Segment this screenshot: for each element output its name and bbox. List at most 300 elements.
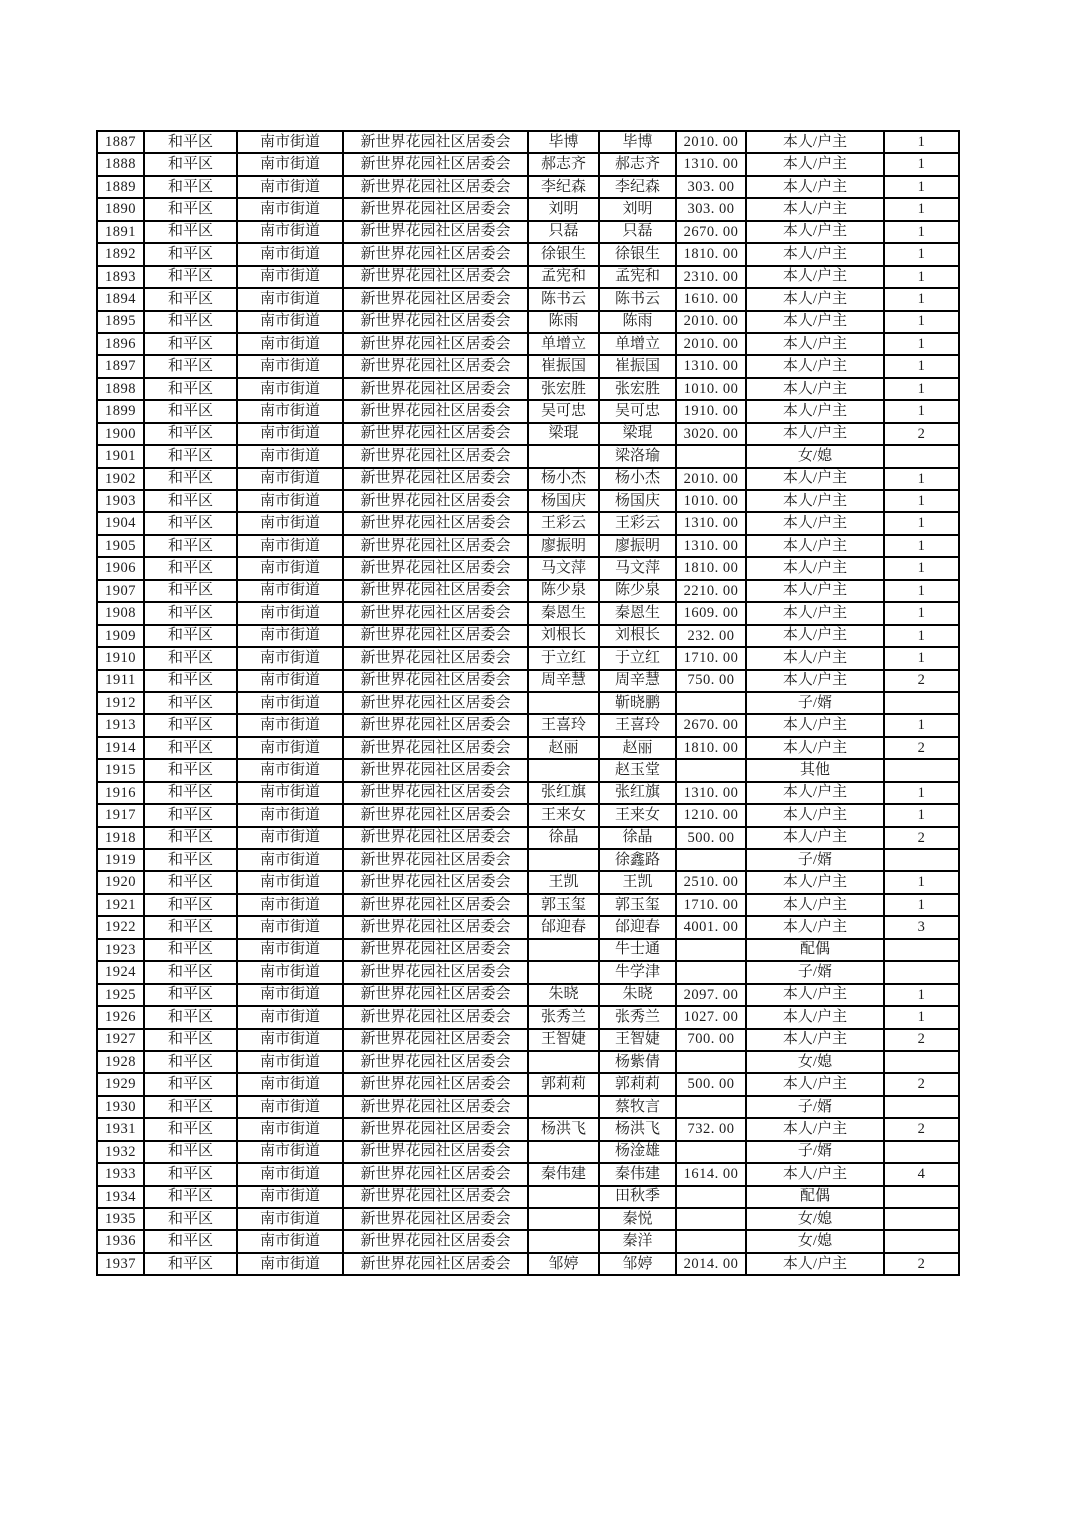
table-row — [97, 176, 959, 198]
cell-relation: 本人/户主 — [746, 355, 884, 377]
cell-name-member: 徐晶 — [599, 827, 676, 849]
cell-row-id: 1917 — [97, 804, 144, 826]
cell-row-id: 1911 — [97, 670, 144, 692]
cell-name-primary: 朱晓 — [528, 984, 599, 1006]
cell-committee: 新世界花园社区居委会 — [343, 445, 528, 467]
cell-district: 和平区 — [144, 423, 237, 445]
cell-name-member: 陈雨 — [599, 311, 676, 333]
cell-district: 和平区 — [144, 602, 237, 624]
cell-street: 南市街道 — [237, 535, 343, 557]
cell-row-id: 1926 — [97, 1006, 144, 1028]
cell-amount: 1010. 00 — [676, 490, 746, 512]
table-row — [97, 355, 959, 377]
table-row — [97, 916, 959, 938]
cell-amount: 1609. 00 — [676, 602, 746, 624]
cell-row-id: 1900 — [97, 423, 144, 445]
cell-amount: 2010. 00 — [676, 333, 746, 355]
cell-row-id: 1898 — [97, 378, 144, 400]
cell-name-member: 王彩云 — [599, 512, 676, 534]
cell-amount — [676, 849, 746, 871]
cell-name-member: 徐鑫路 — [599, 849, 676, 871]
table-row — [97, 580, 959, 602]
cell-committee: 新世界花园社区居委会 — [343, 1163, 528, 1185]
cell-street: 南市街道 — [237, 1163, 343, 1185]
cell-committee: 新世界花园社区居委会 — [343, 490, 528, 512]
cell-committee: 新世界花园社区居委会 — [343, 647, 528, 669]
cell-street: 南市街道 — [237, 692, 343, 714]
cell-amount: 500. 00 — [676, 1073, 746, 1095]
cell-relation: 本人/户主 — [746, 243, 884, 265]
cell-row-id: 1907 — [97, 580, 144, 602]
cell-amount: 4001. 00 — [676, 916, 746, 938]
cell-street: 南市街道 — [237, 1208, 343, 1230]
cell-relation: 子/婿 — [746, 692, 884, 714]
table-row — [97, 670, 959, 692]
cell-street: 南市街道 — [237, 176, 343, 198]
cell-name-primary: 秦恩生 — [528, 602, 599, 624]
cell-amount: 2010. 00 — [676, 468, 746, 490]
cell-name-primary: 王来女 — [528, 804, 599, 826]
resident-subsidy-table — [96, 130, 960, 1276]
table-row — [97, 1118, 959, 1140]
cell-committee: 新世界花园社区居委会 — [343, 602, 528, 624]
cell-committee: 新世界花园社区居委会 — [343, 468, 528, 490]
cell-amount: 1710. 00 — [676, 647, 746, 669]
table-row — [97, 333, 959, 355]
cell-district: 和平区 — [144, 580, 237, 602]
cell-committee: 新世界花园社区居委会 — [343, 737, 528, 759]
table-row — [97, 1006, 959, 1028]
cell-street: 南市街道 — [237, 266, 343, 288]
table-row — [97, 512, 959, 534]
cell-committee: 新世界花园社区居委会 — [343, 176, 528, 198]
cell-row-id: 1915 — [97, 759, 144, 781]
cell-district: 和平区 — [144, 1073, 237, 1095]
cell-count: 1 — [884, 221, 959, 243]
cell-name-primary: 王彩云 — [528, 512, 599, 534]
cell-count — [884, 1096, 959, 1118]
cell-name-member: 杨洪飞 — [599, 1118, 676, 1140]
cell-count: 1 — [884, 243, 959, 265]
cell-relation: 女/媳 — [746, 1051, 884, 1073]
cell-committee: 新世界花园社区居委会 — [343, 131, 528, 153]
cell-name-primary: 邰迎春 — [528, 916, 599, 938]
cell-relation: 本人/户主 — [746, 1073, 884, 1095]
cell-committee: 新世界花园社区居委会 — [343, 692, 528, 714]
cell-name-member: 牛学津 — [599, 961, 676, 983]
cell-street: 南市街道 — [237, 1118, 343, 1140]
cell-count: 1 — [884, 311, 959, 333]
cell-name-member: 赵玉堂 — [599, 759, 676, 781]
cell-committee: 新世界花园社区居委会 — [343, 580, 528, 602]
cell-name-primary — [528, 1230, 599, 1252]
cell-count: 2 — [884, 670, 959, 692]
cell-relation: 本人/户主 — [746, 737, 884, 759]
cell-name-member: 田秋季 — [599, 1186, 676, 1208]
cell-row-id: 1923 — [97, 939, 144, 961]
cell-row-id: 1927 — [97, 1029, 144, 1051]
cell-name-primary — [528, 1186, 599, 1208]
cell-street: 南市街道 — [237, 670, 343, 692]
cell-district: 和平区 — [144, 1006, 237, 1028]
cell-committee: 新世界花园社区居委会 — [343, 243, 528, 265]
cell-amount: 2010. 00 — [676, 131, 746, 153]
cell-count: 1 — [884, 198, 959, 220]
cell-count: 1 — [884, 535, 959, 557]
cell-name-member: 张红旗 — [599, 782, 676, 804]
cell-row-id: 1893 — [97, 266, 144, 288]
cell-relation: 子/婿 — [746, 1096, 884, 1118]
cell-relation: 本人/户主 — [746, 400, 884, 422]
table-row — [97, 1230, 959, 1252]
cell-count: 1 — [884, 512, 959, 534]
cell-amount — [676, 1186, 746, 1208]
cell-committee: 新世界花园社区居委会 — [343, 1118, 528, 1140]
cell-amount: 1310. 00 — [676, 535, 746, 557]
cell-name-primary: 吴可忠 — [528, 400, 599, 422]
cell-row-id: 1906 — [97, 557, 144, 579]
cell-district: 和平区 — [144, 221, 237, 243]
cell-committee: 新世界花园社区居委会 — [343, 804, 528, 826]
cell-row-id: 1932 — [97, 1141, 144, 1163]
table-row — [97, 1208, 959, 1230]
table-row — [97, 288, 959, 310]
cell-name-member: 孟宪和 — [599, 266, 676, 288]
cell-district: 和平区 — [144, 849, 237, 871]
table-row — [97, 1141, 959, 1163]
cell-amount: 1027. 00 — [676, 1006, 746, 1028]
cell-amount — [676, 1141, 746, 1163]
cell-street: 南市街道 — [237, 849, 343, 871]
cell-relation: 本人/户主 — [746, 535, 884, 557]
cell-row-id: 1897 — [97, 355, 144, 377]
cell-relation: 本人/户主 — [746, 378, 884, 400]
cell-row-id: 1916 — [97, 782, 144, 804]
cell-relation: 本人/户主 — [746, 1118, 884, 1140]
cell-committee: 新世界花园社区居委会 — [343, 827, 528, 849]
cell-committee: 新世界花园社区居委会 — [343, 355, 528, 377]
cell-count — [884, 759, 959, 781]
cell-name-member: 毕博 — [599, 131, 676, 153]
cell-row-id: 1902 — [97, 468, 144, 490]
cell-committee: 新世界花园社区居委会 — [343, 759, 528, 781]
table-row — [97, 400, 959, 422]
cell-committee: 新世界花园社区居委会 — [343, 670, 528, 692]
cell-district: 和平区 — [144, 804, 237, 826]
cell-name-member: 靳晓鹏 — [599, 692, 676, 714]
cell-count: 2 — [884, 423, 959, 445]
cell-name-member: 崔振国 — [599, 355, 676, 377]
cell-committee: 新世界花园社区居委会 — [343, 1230, 528, 1252]
cell-district: 和平区 — [144, 871, 237, 893]
cell-name-member: 张秀兰 — [599, 1006, 676, 1028]
cell-committee: 新世界花园社区居委会 — [343, 625, 528, 647]
table-row — [97, 198, 959, 220]
cell-amount: 1610. 00 — [676, 288, 746, 310]
cell-committee: 新世界花园社区居委会 — [343, 1029, 528, 1051]
cell-name-primary: 王凯 — [528, 871, 599, 893]
cell-name-member: 杨国庆 — [599, 490, 676, 512]
cell-row-id: 1919 — [97, 849, 144, 871]
cell-count: 2 — [884, 1118, 959, 1140]
cell-street: 南市街道 — [237, 1096, 343, 1118]
cell-district: 和平区 — [144, 311, 237, 333]
cell-row-id: 1922 — [97, 916, 144, 938]
cell-relation: 本人/户主 — [746, 490, 884, 512]
cell-count: 2 — [884, 1029, 959, 1051]
cell-street: 南市街道 — [237, 557, 343, 579]
cell-count: 1 — [884, 714, 959, 736]
cell-name-primary — [528, 939, 599, 961]
cell-committee: 新世界花园社区居委会 — [343, 266, 528, 288]
cell-amount: 1310. 00 — [676, 782, 746, 804]
cell-district: 和平区 — [144, 939, 237, 961]
cell-amount: 1210. 00 — [676, 804, 746, 826]
cell-street: 南市街道 — [237, 1186, 343, 1208]
cell-name-member: 刘根长 — [599, 625, 676, 647]
cell-district: 和平区 — [144, 243, 237, 265]
table-row — [97, 759, 959, 781]
cell-row-id: 1887 — [97, 131, 144, 153]
cell-relation: 本人/户主 — [746, 1029, 884, 1051]
cell-amount — [676, 961, 746, 983]
table-row — [97, 490, 959, 512]
table-row — [97, 221, 959, 243]
cell-name-primary — [528, 692, 599, 714]
cell-name-primary: 杨国庆 — [528, 490, 599, 512]
cell-name-primary: 杨洪飞 — [528, 1118, 599, 1140]
table-row — [97, 1096, 959, 1118]
cell-street: 南市街道 — [237, 871, 343, 893]
cell-committee: 新世界花园社区居委会 — [343, 1208, 528, 1230]
cell-street: 南市街道 — [237, 1073, 343, 1095]
cell-name-member: 杨紫倩 — [599, 1051, 676, 1073]
cell-street: 南市街道 — [237, 512, 343, 534]
cell-relation: 本人/户主 — [746, 894, 884, 916]
cell-committee: 新世界花园社区居委会 — [343, 311, 528, 333]
cell-row-id: 1935 — [97, 1208, 144, 1230]
cell-name-member: 牛士通 — [599, 939, 676, 961]
cell-district: 和平区 — [144, 378, 237, 400]
cell-street: 南市街道 — [237, 580, 343, 602]
cell-relation: 本人/户主 — [746, 916, 884, 938]
cell-relation: 本人/户主 — [746, 153, 884, 175]
cell-district: 和平区 — [144, 266, 237, 288]
cell-amount: 1710. 00 — [676, 894, 746, 916]
cell-committee: 新世界花园社区居委会 — [343, 535, 528, 557]
cell-count: 1 — [884, 490, 959, 512]
cell-committee: 新世界花园社区居委会 — [343, 198, 528, 220]
cell-row-id: 1920 — [97, 871, 144, 893]
cell-row-id: 1901 — [97, 445, 144, 467]
cell-name-member: 杨小杰 — [599, 468, 676, 490]
cell-committee: 新世界花园社区居委会 — [343, 1141, 528, 1163]
table-row — [97, 1051, 959, 1073]
table-row — [97, 827, 959, 849]
cell-relation: 本人/户主 — [746, 468, 884, 490]
cell-name-member: 陈少泉 — [599, 580, 676, 602]
table-row — [97, 468, 959, 490]
cell-amount: 232. 00 — [676, 625, 746, 647]
cell-amount: 1010. 00 — [676, 378, 746, 400]
cell-name-member: 梁洛瑜 — [599, 445, 676, 467]
cell-street: 南市街道 — [237, 288, 343, 310]
cell-amount: 1810. 00 — [676, 243, 746, 265]
cell-count: 1 — [884, 288, 959, 310]
cell-amount — [676, 692, 746, 714]
cell-street: 南市街道 — [237, 804, 343, 826]
cell-row-id: 1892 — [97, 243, 144, 265]
cell-name-primary — [528, 1096, 599, 1118]
cell-amount: 1810. 00 — [676, 557, 746, 579]
cell-name-member: 张宏胜 — [599, 378, 676, 400]
table-row — [97, 1163, 959, 1185]
cell-name-member: 马文萍 — [599, 557, 676, 579]
cell-district: 和平区 — [144, 557, 237, 579]
cell-committee: 新世界花园社区居委会 — [343, 1186, 528, 1208]
cell-name-primary — [528, 1141, 599, 1163]
cell-relation: 其他 — [746, 759, 884, 781]
cell-name-primary: 王喜玲 — [528, 714, 599, 736]
cell-street: 南市街道 — [237, 490, 343, 512]
cell-amount: 1810. 00 — [676, 737, 746, 759]
cell-name-primary — [528, 961, 599, 983]
cell-row-id: 1934 — [97, 1186, 144, 1208]
cell-relation: 本人/户主 — [746, 512, 884, 534]
cell-count: 1 — [884, 782, 959, 804]
cell-row-id: 1895 — [97, 311, 144, 333]
cell-name-member: 王凯 — [599, 871, 676, 893]
cell-committee: 新世界花园社区居委会 — [343, 1051, 528, 1073]
cell-street: 南市街道 — [237, 1051, 343, 1073]
cell-amount: 1910. 00 — [676, 400, 746, 422]
table-row — [97, 692, 959, 714]
cell-count: 2 — [884, 1253, 959, 1275]
cell-count: 2 — [884, 737, 959, 759]
table-row — [97, 737, 959, 759]
cell-amount: 2310. 00 — [676, 266, 746, 288]
cell-amount: 750. 00 — [676, 670, 746, 692]
cell-amount: 3020. 00 — [676, 423, 746, 445]
cell-name-member: 秦伟建 — [599, 1163, 676, 1185]
cell-name-primary: 张宏胜 — [528, 378, 599, 400]
cell-district: 和平区 — [144, 714, 237, 736]
cell-count: 1 — [884, 131, 959, 153]
cell-street: 南市街道 — [237, 984, 343, 1006]
cell-committee: 新世界花园社区居委会 — [343, 1006, 528, 1028]
cell-name-member: 李纪森 — [599, 176, 676, 198]
cell-row-id: 1933 — [97, 1163, 144, 1185]
cell-name-primary: 马文萍 — [528, 557, 599, 579]
cell-name-primary: 廖振明 — [528, 535, 599, 557]
cell-row-id: 1896 — [97, 333, 144, 355]
cell-name-primary: 徐银生 — [528, 243, 599, 265]
cell-count: 1 — [884, 378, 959, 400]
table-row — [97, 849, 959, 871]
cell-relation: 本人/户主 — [746, 602, 884, 624]
cell-street: 南市街道 — [237, 355, 343, 377]
cell-name-primary: 陈少泉 — [528, 580, 599, 602]
cell-name-primary: 刘根长 — [528, 625, 599, 647]
table-row — [97, 1073, 959, 1095]
cell-district: 和平区 — [144, 737, 237, 759]
cell-count: 1 — [884, 871, 959, 893]
table-row — [97, 243, 959, 265]
cell-count: 4 — [884, 1163, 959, 1185]
cell-name-member: 赵丽 — [599, 737, 676, 759]
table-row — [97, 714, 959, 736]
cell-count — [884, 849, 959, 871]
cell-committee: 新世界花园社区居委会 — [343, 378, 528, 400]
cell-street: 南市街道 — [237, 961, 343, 983]
cell-row-id: 1908 — [97, 602, 144, 624]
cell-name-primary: 毕博 — [528, 131, 599, 153]
cell-count — [884, 445, 959, 467]
cell-name-primary — [528, 849, 599, 871]
cell-name-member: 郭莉莉 — [599, 1073, 676, 1095]
cell-name-primary: 陈书云 — [528, 288, 599, 310]
cell-district: 和平区 — [144, 1029, 237, 1051]
cell-count: 1 — [884, 894, 959, 916]
cell-street: 南市街道 — [237, 378, 343, 400]
cell-street: 南市街道 — [237, 221, 343, 243]
cell-committee: 新世界花园社区居委会 — [343, 1253, 528, 1275]
cell-count: 1 — [884, 333, 959, 355]
cell-name-primary: 赵丽 — [528, 737, 599, 759]
cell-name-primary: 王智婕 — [528, 1029, 599, 1051]
cell-count: 1 — [884, 984, 959, 1006]
cell-district: 和平区 — [144, 445, 237, 467]
cell-relation: 子/婿 — [746, 961, 884, 983]
cell-street: 南市街道 — [237, 1006, 343, 1028]
cell-district: 和平区 — [144, 198, 237, 220]
cell-district: 和平区 — [144, 1118, 237, 1140]
cell-district: 和平区 — [144, 131, 237, 153]
cell-district: 和平区 — [144, 1163, 237, 1185]
table-row — [97, 647, 959, 669]
cell-street: 南市街道 — [237, 423, 343, 445]
cell-district: 和平区 — [144, 176, 237, 198]
cell-name-member: 陈书云 — [599, 288, 676, 310]
cell-name-primary: 孟宪和 — [528, 266, 599, 288]
cell-street: 南市街道 — [237, 759, 343, 781]
cell-district: 和平区 — [144, 894, 237, 916]
cell-relation: 本人/户主 — [746, 1163, 884, 1185]
cell-street: 南市街道 — [237, 916, 343, 938]
cell-name-primary — [528, 1051, 599, 1073]
cell-relation: 子/婿 — [746, 849, 884, 871]
cell-relation: 本人/户主 — [746, 984, 884, 1006]
cell-name-primary: 张秀兰 — [528, 1006, 599, 1028]
table-row — [97, 602, 959, 624]
cell-district: 和平区 — [144, 512, 237, 534]
cell-amount: 2670. 00 — [676, 221, 746, 243]
cell-name-member: 刘明 — [599, 198, 676, 220]
cell-row-id: 1894 — [97, 288, 144, 310]
cell-count — [884, 1230, 959, 1252]
cell-count: 1 — [884, 355, 959, 377]
cell-relation: 本人/户主 — [746, 176, 884, 198]
cell-name-primary: 陈雨 — [528, 311, 599, 333]
cell-amount: 1614. 00 — [676, 1163, 746, 1185]
cell-name-member: 王来女 — [599, 804, 676, 826]
cell-district: 和平区 — [144, 1096, 237, 1118]
cell-row-id: 1928 — [97, 1051, 144, 1073]
cell-row-id: 1909 — [97, 625, 144, 647]
cell-name-primary: 单增立 — [528, 333, 599, 355]
cell-amount: 2210. 00 — [676, 580, 746, 602]
cell-count: 2 — [884, 1073, 959, 1095]
